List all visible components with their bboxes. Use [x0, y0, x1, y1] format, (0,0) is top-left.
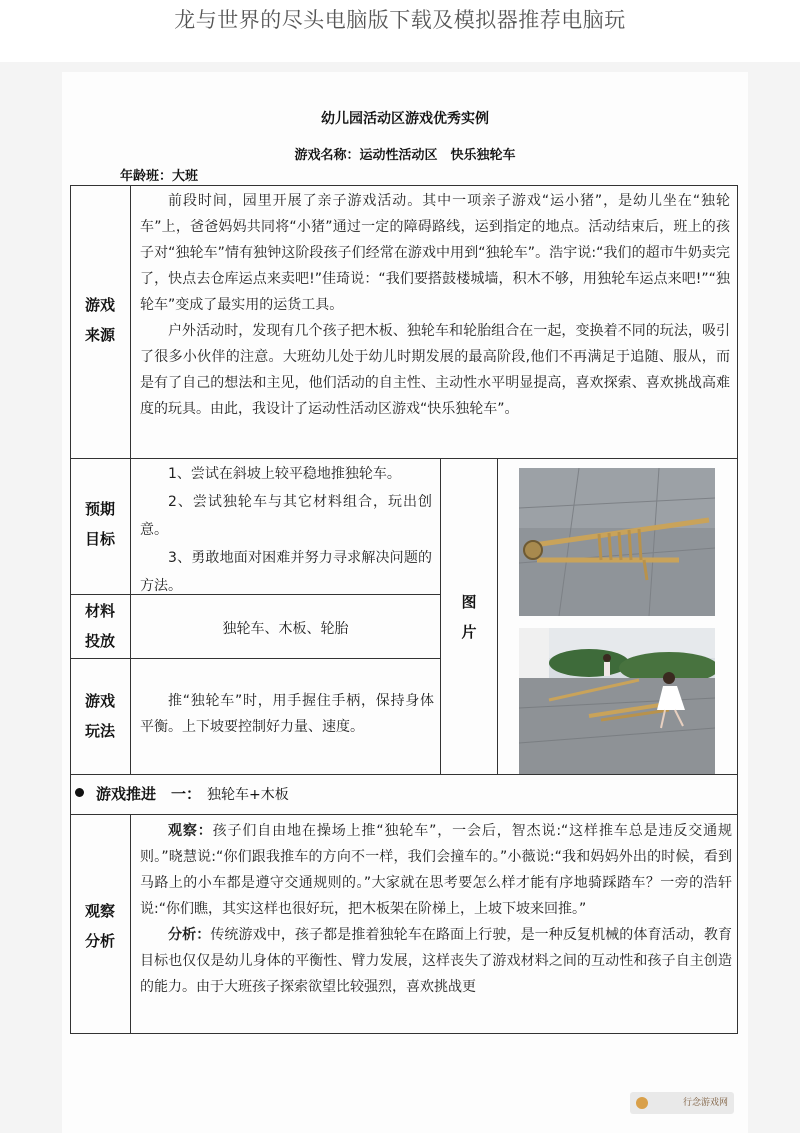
document-heading: 幼儿园活动区游戏优秀实例 [321, 111, 489, 127]
materials-label: 材料 投放 [84, 602, 115, 650]
label-column-divider-lower [130, 814, 131, 1033]
source-paragraph-1: 前段时间，园里开展了亲子游戏活动。其中一项亲子游戏“运小猪”，是幼儿坐在“独轮车”上，爸爸妈妈共同将“小猪”通过一定的障碍路线，运到指定的地点。活动结束后，班上的孩子对“独轮车”情有独钟这阶段孩子们经常在游戏中用到“独轮车”。浩宇说:“我们的超市牛奶卖完了，快点去仓库运点来卖吧!”佳琦说：“我们要搭鼓楼城墙，积木不够，用独轮车运点来吧!”“独轮车”变成了最实用的运货工具。 [140, 193, 730, 313]
watermark-logo-icon [636, 1097, 648, 1109]
observe-paragraph: 观察：孩子们自由地在操场上推“独轮车”，一会后，智杰说:“这样推车总是违反交通规则。”晓慧说:“你们跟我推车的方向不一样，我们会撞车的。”小薇说:“我和妈妈外出的时候，看到马路上的小车都是遵守交通规则的。”大家就在思考要怎么样才能有序地骑踩踏车？一旁的浩轩说:“你们瞧，其实这样也很好玩，把木板架在阶梯上，上坡下坡来回推。” [140, 823, 732, 917]
analysis-text [140, 818, 732, 1030]
source-label: 游戏 来源 [84, 296, 115, 344]
row-divider-stage [70, 814, 738, 815]
child-cart-illustration [519, 628, 715, 774]
materials-text: 独轮车、木板、轮胎 [222, 621, 349, 637]
table-border-top [70, 185, 738, 186]
age-group: 年龄班：大班 [120, 169, 199, 184]
row-divider-materials [70, 658, 440, 659]
analysis-sublabel: 分析： [168, 927, 211, 943]
row-divider-play [70, 774, 738, 775]
bullet-icon [75, 788, 84, 797]
goal-item: 3、勇敢地面对困难并努力寻求解决问题的方法。 [140, 550, 432, 594]
stage-title: 游戏推进 一： [96, 785, 202, 803]
goal-item: 2、尝试独轮车与其它材料组合，玩出创意。 [140, 494, 432, 538]
goal-item: 1、尝试在斜坡上较平稳地推独轮车。 [168, 466, 401, 482]
play-label: 游戏 玩法 [84, 692, 115, 740]
stage-subtitle: 独轮车+木板 [207, 787, 289, 803]
picture-label-divider-left [440, 458, 441, 774]
table-border-right [737, 185, 738, 1033]
analysis-paragraph: 分析：传统游戏中，孩子都是推着独轮车在路面上行驶，是一种反复机械的体育活动，教育目标也仅仅是幼儿身体的平衡性、臂力发展，这样丧失了游戏材料之间的互动性和孩子自主创造的能力。由于大班孩子探索欲望比较强烈，喜欢挑战更 [140, 927, 732, 995]
photo-child-pushing-cart [519, 628, 715, 774]
analysis-label: 观察 分析 [84, 902, 115, 950]
page-title: 龙与世界的尽头电脑版下载及模拟器推荐电脑玩 [174, 8, 626, 32]
pictures-label: 图 片 [461, 593, 477, 641]
goals-list [140, 460, 432, 600]
label-column-divider-upper [130, 185, 131, 774]
picture-label-divider-right [497, 458, 498, 774]
site-watermark: 行念游戏网 [630, 1092, 734, 1114]
photo-bamboo-cart [519, 468, 715, 616]
source-paragraph-2: 户外活动时，发现有几个孩子把木板、独轮车和轮胎组合在一起，变换着不同的玩法，吸引了很多小伙伴的注意。大班幼儿处于幼儿时期发展的最高阶段,他们不再满足于追随、服从，而是有了自己的想法和主见，他们活动的自主性、主动性水平明显提高，喜欢探索、喜欢挑战高难度的玩具。由此，我设计了运动性活动区游戏“快乐独轮车”。 [140, 323, 730, 417]
observe-label: 观察： [168, 823, 213, 839]
bamboo-cart-illustration [519, 468, 715, 616]
stage-heading [75, 783, 289, 804]
table-border-left [70, 185, 71, 1033]
row-divider-source [70, 458, 738, 459]
table-border-bottom [70, 1033, 738, 1034]
goals-label: 预期 目标 [84, 500, 115, 548]
game-name: 游戏名称：运动性活动区 快乐独轮车 [294, 148, 516, 163]
source-text [140, 188, 730, 422]
play-text: 推“独轮车”时，用手握住手柄，保持身体平衡。上下坡要控制好力量、速度。 [140, 693, 434, 735]
